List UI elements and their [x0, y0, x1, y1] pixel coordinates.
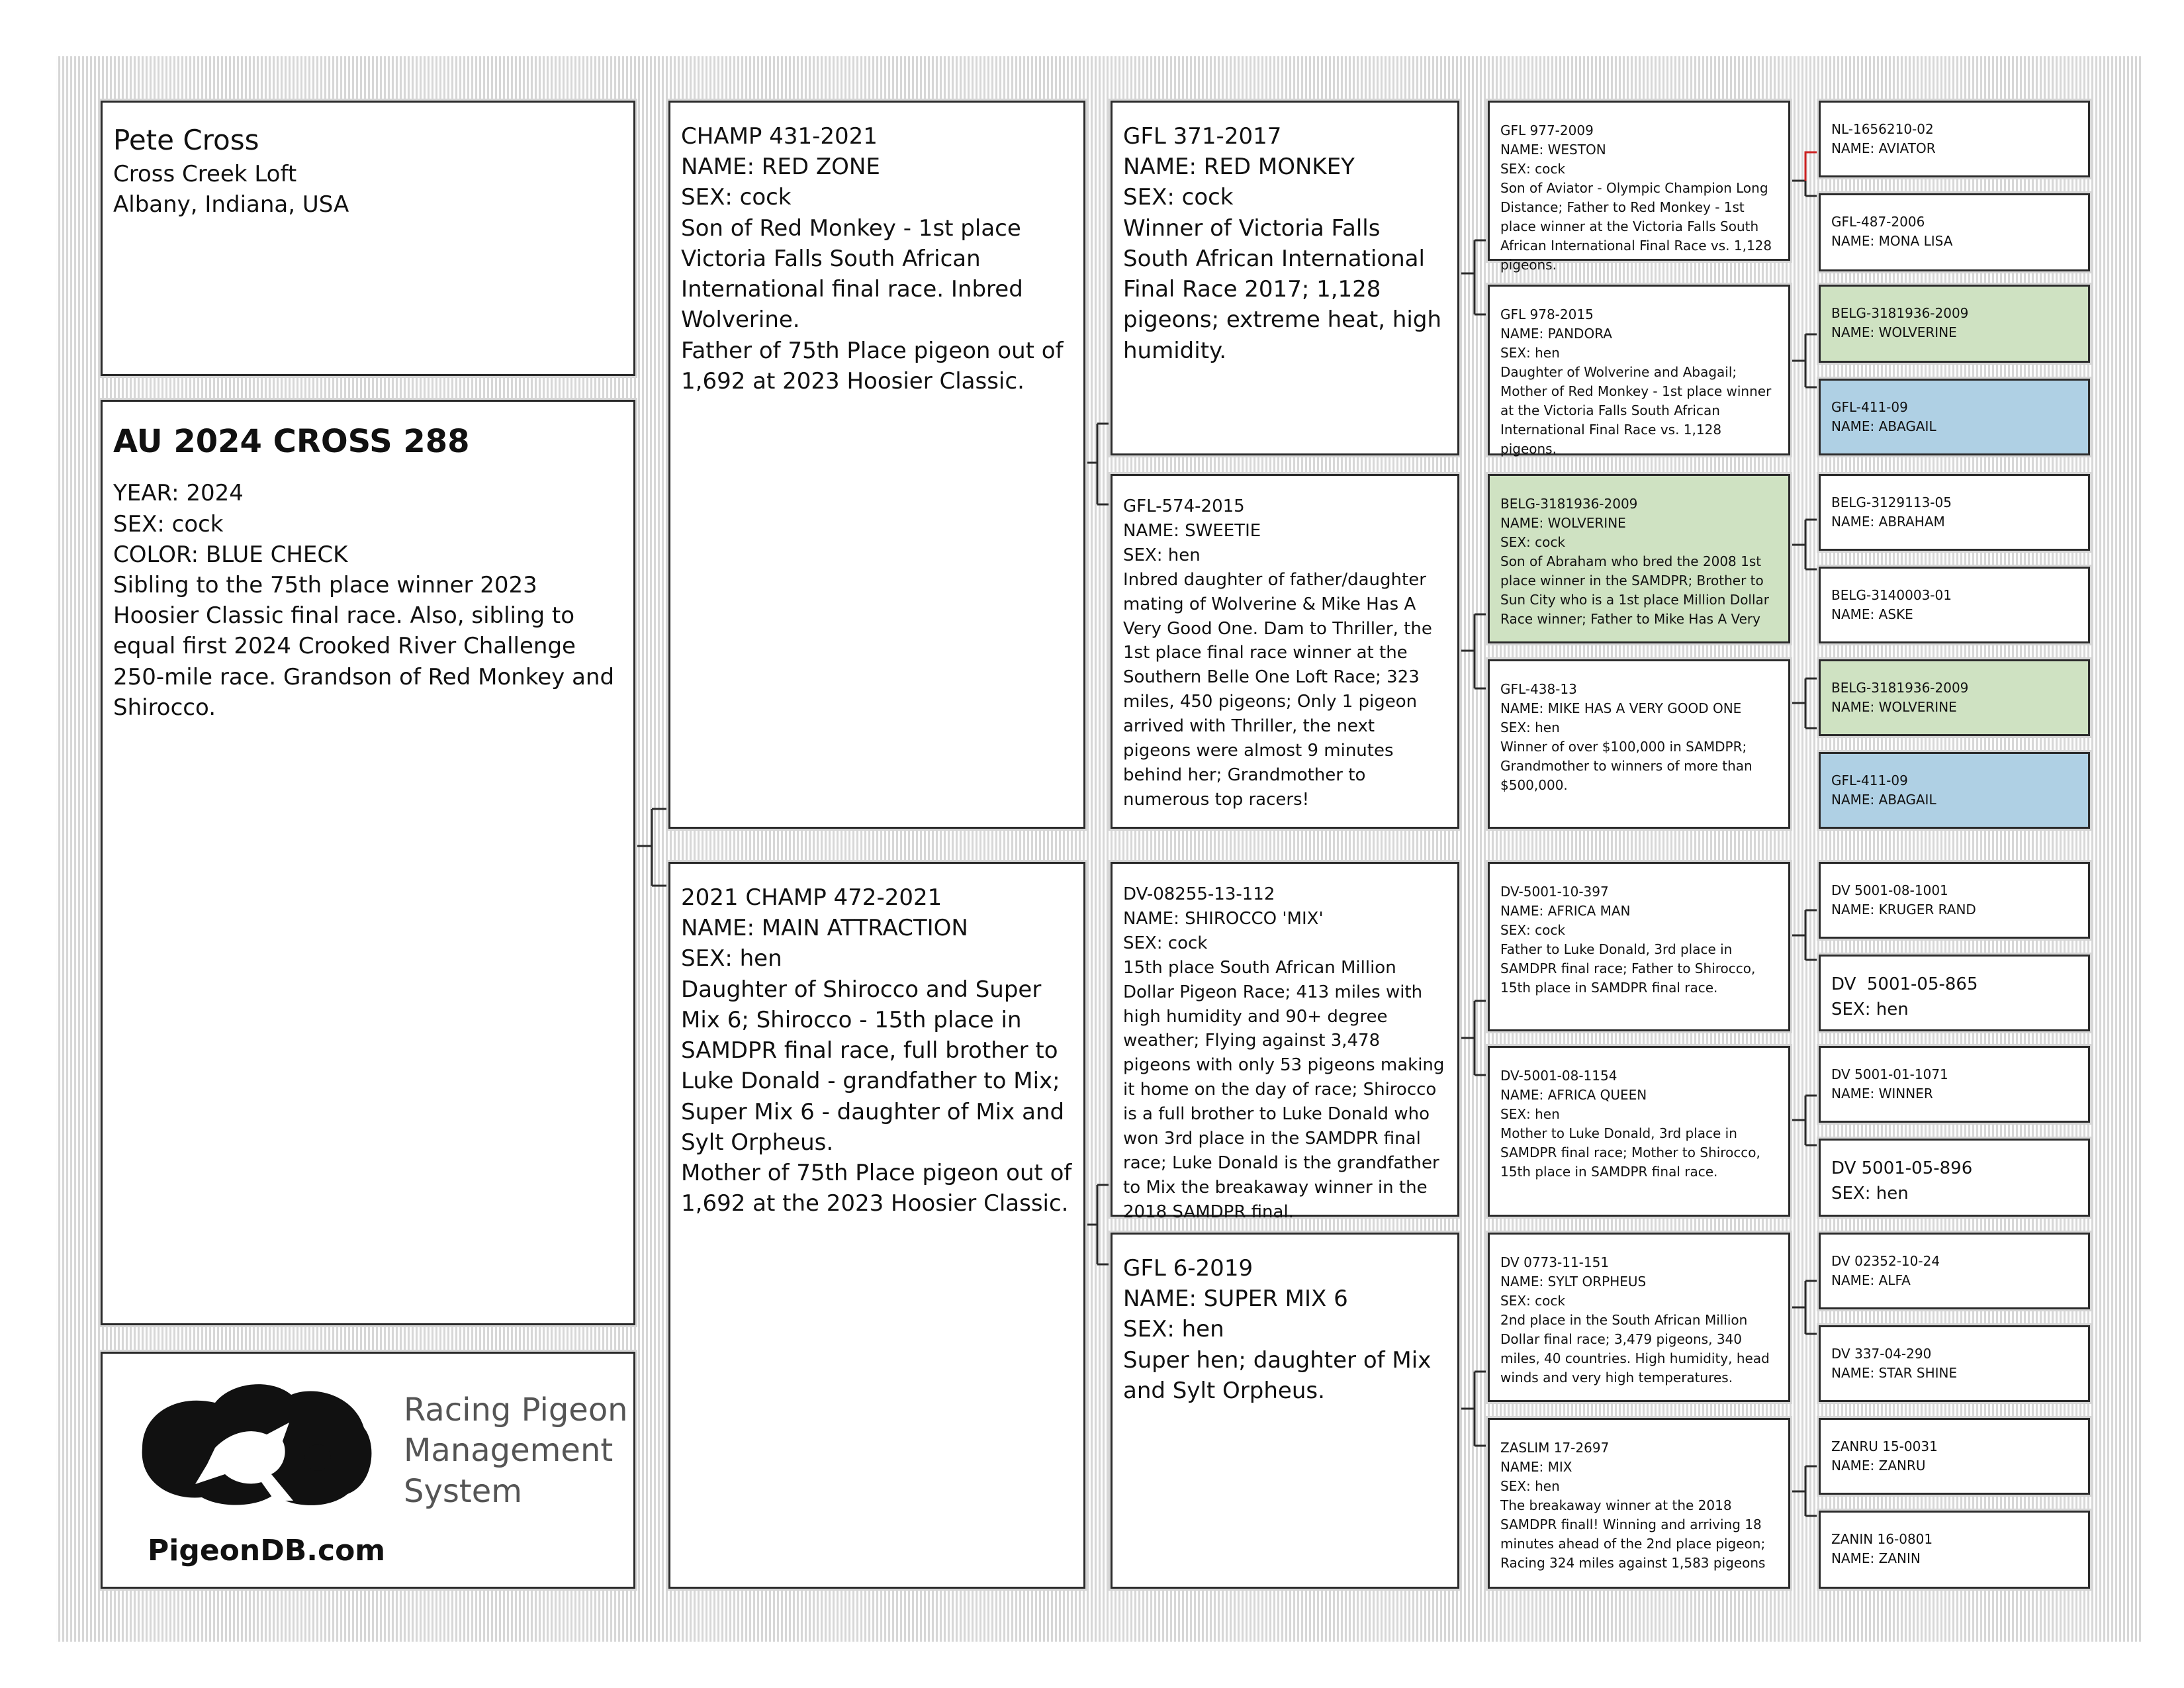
- gen5-card: [1819, 752, 2090, 829]
- great-grandparent-card: [1488, 285, 1790, 455]
- ggp-description: Mother to Luke Donald, 3rd place in SAMDPR final race; Mother to Shirocco, 15th place in SAMDPR final race.: [1500, 1125, 1765, 1180]
- grandparent-ring: GFL 371-2017: [1123, 123, 1282, 150]
- gen5-detail: NAME: ZANIN: [1831, 1550, 1921, 1566]
- gen5-card: [1819, 379, 2090, 455]
- grandparent-card: [1111, 474, 1459, 829]
- gen5-ring: DV 5001-05-865: [1831, 974, 1978, 994]
- gen5-card: [1819, 1233, 2090, 1309]
- grandparent-name: NAME: SWEETIE: [1123, 520, 1261, 541]
- gen5-ring: NL-1656210-02: [1831, 121, 1934, 137]
- gen5-card: [1819, 1046, 2090, 1123]
- ggp-name: NAME: AFRICA QUEEN: [1500, 1087, 1647, 1103]
- grandparent-card: [1111, 101, 1459, 455]
- gen5-detail: SEX: hen: [1831, 1183, 1909, 1203]
- grandparent-name: NAME: RED MONKEY: [1123, 154, 1355, 181]
- gen5-ring: GFL-411-09: [1831, 399, 1908, 415]
- grandparent-name: NAME: SHIROCCO 'MIX': [1123, 908, 1324, 929]
- gen5-detail: NAME: WINNER: [1831, 1086, 1933, 1102]
- gen5-ring: GFL-411-09: [1831, 773, 1908, 788]
- ggp-name: NAME: SYLT ORPHEUS: [1500, 1274, 1647, 1289]
- grandparent-ring: GFL 6-2019: [1123, 1255, 1253, 1282]
- logo-site: PigeonDB.com: [148, 1534, 386, 1568]
- great-grandparent-card: [1488, 1418, 1790, 1589]
- gen5-card: [1819, 285, 2090, 363]
- great-grandparent-card: [1488, 659, 1790, 829]
- subject-description: Sibling to the 75th place winner 2023 Hoosier Classic final race. Also, sibling to equal first 2024 Crooked River Challenge 250-mile race. Grandson of Red Monkey and Shirocco.: [113, 571, 615, 721]
- logo-line2: Management: [404, 1432, 614, 1470]
- ggp-ring: ZASLIM 17-2697: [1500, 1440, 1610, 1456]
- ggp-description: Son of Abraham who bred the 2008 1st place winner in the SAMDPR; Brother to Sun City who is a 1st place Million Dollar Race winner; Father to Mike Has A Very: [1500, 553, 1774, 627]
- gen5-detail: NAME: ABAGAIL: [1831, 792, 1936, 808]
- grandparent-sex: SEX: hen: [1123, 545, 1201, 565]
- grandparent-ring: DV-08255-13-112: [1123, 884, 1275, 904]
- gen5-ring: BELG-3140003-01: [1831, 587, 1952, 603]
- owner-location: Albany, Indiana, USA: [113, 191, 349, 218]
- gen5-detail: NAME: MONA LISA: [1831, 233, 1953, 249]
- dam-sex: SEX: hen: [681, 945, 782, 972]
- gen5-detail: NAME: ZANRU: [1831, 1458, 1926, 1474]
- ggp-sex: SEX: cock: [1500, 1293, 1565, 1309]
- gen5-detail: NAME: ASKE: [1831, 606, 1913, 622]
- dam-card: [668, 862, 1085, 1589]
- logo-card: [101, 1352, 635, 1589]
- gen5-card: [1819, 1418, 2090, 1495]
- ggp-description: Son of Aviator - Olympic Champion Long Distance; Father to Red Monkey - 1st place winner at the Victoria Falls South African International Final Race vs. 1,128 pigeons.: [1500, 180, 1776, 273]
- logo-line1: Racing Pigeon: [404, 1391, 628, 1429]
- subject-color: COLOR: BLUE CHECK: [113, 541, 348, 568]
- gen5-detail: NAME: WOLVERINE: [1831, 699, 1957, 715]
- ggp-description: Daughter of Wolverine and Abagail; Mother of Red Monkey - 1st place winner at the Victoria Falls South African International Final Race vs. 1,128 pigeons.: [1500, 364, 1776, 457]
- dam-ring: 2021 CHAMP 472-2021: [681, 884, 942, 911]
- great-grandparent-card: [1488, 474, 1790, 643]
- ggp-name: NAME: MIX: [1500, 1459, 1572, 1475]
- grandparent-name: NAME: SUPER MIX 6: [1123, 1286, 1348, 1313]
- gen5-ring: ZANIN 16-0801: [1831, 1531, 1933, 1547]
- dam-description: Daughter of Shirocco and Super Mix 6; Shirocco - 15th place in SAMDPR final race, full brother to Luke Donald - grandfather to Mix; Super Mix 6 - daughter of Mix and Sylt Orpheus. Mother of 75th Place pigeon out of 1,692 at the 2023 Hoosier Classic.: [681, 976, 1072, 1217]
- grandparent-description: Inbred daughter of father/daughter mating of Wolverine & Mike Has A Very Good One. Dam to Thriller, the 1st place final race winner at the Southern Belle One Loft Race; 323 miles, 450 pigeons; Only 1 pigeon arrived with Thriller, the next pigeons were almost 9 minutes behind her; Grandmother to numerous top racers!: [1123, 569, 1438, 810]
- great-grandparent-card: [1488, 1233, 1790, 1402]
- sire-description: Son of Red Monkey - 1st place Victoria Falls South African International final race. Inbred Wolverine. Father of 75th Place pigeon out of 1,692 at 2023 Hoosier Classic.: [681, 214, 1064, 395]
- ggp-description: Father to Luke Donald, 3rd place in SAMDPR final race; Father to Shirocco, 15th place in SAMDPR final race.: [1500, 941, 1760, 996]
- gen5-detail: NAME: AVIATOR: [1831, 140, 1936, 156]
- owner-name: Pete Cross: [113, 124, 259, 156]
- gen5-ring: BELG-3181936-2009: [1831, 305, 1969, 321]
- ggp-ring: DV 0773-11-151: [1500, 1254, 1610, 1270]
- subject-ring: AU 2024 CROSS 288: [113, 423, 470, 460]
- gen5-detail: NAME: STAR SHINE: [1831, 1365, 1958, 1381]
- ggp-sex: SEX: cock: [1500, 534, 1565, 550]
- gen5-ring: DV 5001-05-896: [1831, 1158, 1973, 1178]
- gen5-card: [1819, 193, 2090, 271]
- ggp-ring: DV-5001-10-397: [1500, 884, 1609, 900]
- gen5-card: [1819, 101, 2090, 177]
- sire-ring: CHAMP 431-2021: [681, 123, 878, 150]
- gen5-detail: NAME: ALFA: [1831, 1272, 1911, 1288]
- grandparent-sex: SEX: cock: [1123, 933, 1208, 953]
- ggp-name: NAME: AFRICA MAN: [1500, 903, 1631, 919]
- gen5-ring: DV 5001-08-1001: [1831, 882, 1948, 898]
- pigeon-silhouette-icon: [116, 1368, 394, 1521]
- subject-sex: SEX: cock: [113, 510, 224, 538]
- gen5-detail: NAME: ABRAHAM: [1831, 514, 1945, 530]
- subject-year: YEAR: 2024: [113, 480, 244, 507]
- ggp-ring: DV-5001-08-1154: [1500, 1068, 1617, 1084]
- ggp-sex: SEX: hen: [1500, 720, 1560, 735]
- gen5-card: [1819, 955, 2090, 1031]
- grandparent-description: Winner of Victoria Falls South African International Final Race 2017; 1,128 pigeons; extreme heat, high humidity.: [1123, 214, 1449, 364]
- ggp-description: 2nd place in the South African Million Dollar final race; 3,479 pigeons, 340 miles, 40 countries. High humidity, head winds and very high temperatures.: [1500, 1312, 1774, 1385]
- owner-card: [101, 101, 635, 376]
- grandparent-description: Super hen; daughter of Mix and Sylt Orpheus.: [1123, 1346, 1439, 1404]
- gen5-card: [1819, 1139, 2090, 1217]
- logo-line3: System: [404, 1472, 522, 1510]
- ggp-description: Winner of over $100,000 in SAMDPR; Grandmother to winners of more than $500,000.: [1500, 739, 1757, 793]
- ggp-ring: GFL 978-2015: [1500, 306, 1594, 322]
- dam-name: NAME: MAIN ATTRACTION: [681, 915, 968, 942]
- gen5-detail: NAME: KRUGER RAND: [1831, 902, 1976, 917]
- gen5-detail: SEX: hen: [1831, 999, 1909, 1019]
- gen5-ring: GFL-487-2006: [1831, 214, 1925, 230]
- gen5-card: [1819, 474, 2090, 551]
- gen5-ring: DV 5001-01-1071: [1831, 1066, 1948, 1082]
- grandparent-ring: GFL-574-2015: [1123, 496, 1245, 516]
- grandparent-card: [1111, 862, 1459, 1222]
- ggp-ring: GFL-438-13: [1500, 681, 1577, 697]
- grandparent-description: 15th place South African Million Dollar Pigeon Race; 413 miles with high humidity and 90+ degree weather; Flying against 3,478 pigeons with only 53 pigeons making it home on the day of race; Shirocco is a full brother to Luke Donald who won 3rd place in the SAMDPR final race; Luke Donald is the grandfather to Mix the breakaway winner in the 2018 SAMDPR final.: [1123, 957, 1450, 1222]
- subject-card: [101, 400, 635, 1325]
- ggp-name: NAME: PANDORA: [1500, 326, 1612, 342]
- grandparent-card: [1111, 1233, 1459, 1589]
- ggp-sex: SEX: cock: [1500, 922, 1565, 938]
- ggp-sex: SEX: hen: [1500, 345, 1560, 361]
- ggp-description: The breakaway winner at the 2018 SAMDPR finall! Winning and arriving 18 minutes ahead of the 2nd place pigeon; Racing 324 miles against 1,583 pigeons: [1500, 1497, 1770, 1571]
- gen5-detail: NAME: ABAGAIL: [1831, 418, 1936, 434]
- gen5-ring: DV 02352-10-24: [1831, 1253, 1940, 1269]
- great-grandparent-card: [1488, 862, 1790, 1031]
- gen5-card: [1819, 659, 2090, 736]
- ggp-ring: GFL 977-2009: [1500, 122, 1594, 138]
- ggp-sex: SEX: cock: [1500, 161, 1565, 177]
- sire-sex: SEX: cock: [681, 184, 792, 211]
- logo-text: [404, 1390, 628, 1512]
- gen5-card: [1819, 567, 2090, 643]
- ggp-name: NAME: WOLVERINE: [1500, 515, 1626, 531]
- ggp-name: NAME: MIKE HAS A VERY GOOD ONE: [1500, 700, 1742, 716]
- ggp-sex: SEX: hen: [1500, 1106, 1560, 1122]
- gen5-detail: NAME: WOLVERINE: [1831, 324, 1957, 340]
- sire-card: [668, 101, 1085, 829]
- gen5-ring: DV 337-04-290: [1831, 1346, 1932, 1362]
- sire-name: NAME: RED ZONE: [681, 154, 880, 181]
- ggp-ring: BELG-3181936-2009: [1500, 496, 1638, 512]
- ggp-name: NAME: WESTON: [1500, 142, 1606, 158]
- grandparent-sex: SEX: cock: [1123, 184, 1234, 211]
- gen5-card: [1819, 862, 2090, 939]
- great-grandparent-card: [1488, 1046, 1790, 1217]
- great-grandparent-card: [1488, 101, 1790, 273]
- gen5-card: [1819, 1511, 2090, 1589]
- gen5-ring: ZANRU 15-0031: [1831, 1438, 1938, 1454]
- gen5-ring: BELG-3129113-05: [1831, 494, 1952, 510]
- ggp-sex: SEX: hen: [1500, 1478, 1560, 1494]
- gen5-card: [1819, 1325, 2090, 1402]
- grandparent-sex: SEX: hen: [1123, 1316, 1224, 1343]
- gen5-ring: BELG-3181936-2009: [1831, 680, 1969, 696]
- owner-loft: Cross Creek Loft: [113, 161, 297, 188]
